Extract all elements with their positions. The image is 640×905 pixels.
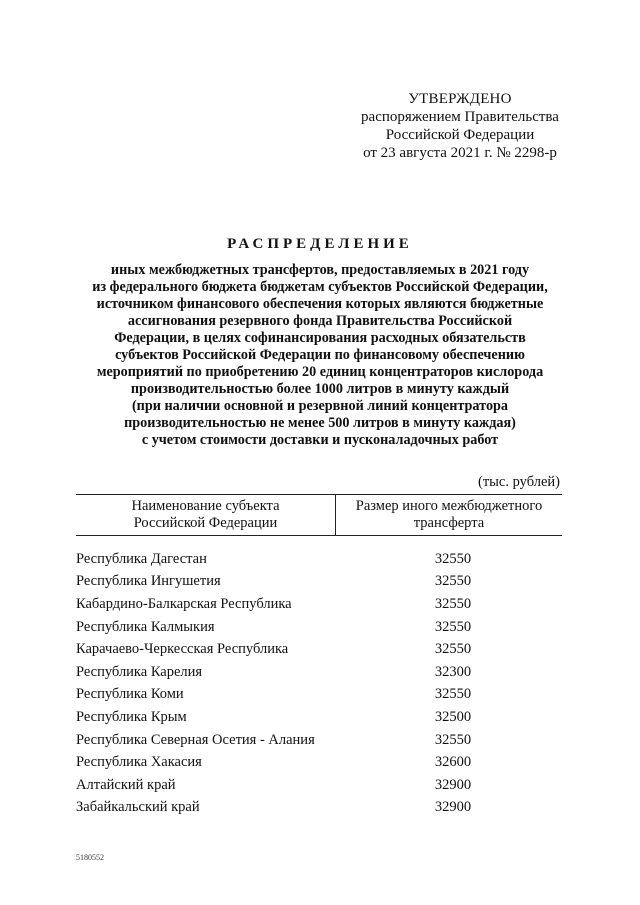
region-name: Республика Дагестан [76,550,207,567]
approval-block [340,90,580,162]
units-label: (тыс. рублей) [478,474,560,490]
transfer-amount: 32900 [434,776,472,793]
region-name: Республика Северная Осетия - Алания [76,731,315,748]
header-subject-line1: Наименование субъекта [131,498,280,514]
table-row [76,638,562,661]
subtitle-line: Федерации, в целях софинансирования расходных обязательств [114,330,526,346]
subtitle-line: мероприятий по приобретению 20 единиц концентраторов кислорода [96,364,544,380]
transfer-amount: 32300 [434,663,472,680]
subtitle-line: ассигнования резервного фонда Правительства Российской [127,313,513,329]
transfer-amount: 32550 [434,731,472,748]
distribution-table [76,494,562,819]
region-name: Республика Карелия [76,663,203,680]
header-subject-line2: Российской Федерации [133,515,278,531]
table-row [76,571,562,594]
region-name: Республика Калмыкия [76,618,215,635]
subtitle-line: (при наличии основной и резервной линий концентратора [131,398,509,414]
table-row [76,774,562,797]
approval-line-date: от 23 августа 2021 г. № 2298-р [363,145,557,161]
subtitle-line: субъектов Российской Федерации по финансовому обеспечению [115,347,525,363]
region-name: Карачаево-Черкесская Республика [76,641,289,658]
transfer-amount: 32600 [434,754,472,771]
subtitle-line: иных межбюджетных трансфертов, предоставляемых в 2021 году [110,262,530,278]
region-name: Кабардино-Балкарская Республика [76,595,292,612]
table-row [76,684,562,707]
header-subject-name [76,495,336,535]
table-row [76,661,562,684]
table-row [76,706,562,729]
region-name: Республика Коми [76,686,184,703]
header-amount-line1: Размер иного межбюджетного [355,498,543,514]
subtitle-line: производительностью не менее 500 литров в минуту каждая) [124,415,516,431]
transfer-amount: 32550 [434,550,472,567]
approval-line-decree: распоряжением Правительства [361,109,559,125]
transfer-amount: 32550 [434,641,472,658]
table-row [76,797,562,820]
table-row [76,548,562,571]
approval-line-federation: Российской Федерации [385,127,535,143]
approval-heading: УТВЕРЖДЕНО [408,91,512,107]
subtitle-line: производительностью более 1000 литров в минуту каждый [130,381,510,397]
table-row [76,616,562,639]
transfer-amount: 32550 [434,686,472,703]
table-row [76,729,562,752]
header-transfer-amount [336,495,562,535]
document-title: РАСПРЕДЕЛЕНИЕ [227,236,413,252]
transfer-amount: 32550 [434,595,472,612]
table-header [76,494,562,536]
region-name: Республика Хакасия [76,754,202,771]
header-amount-line2: трансферта [413,515,485,531]
region-name: Республика Крым [76,708,187,725]
document-code: 5180552 [76,853,104,862]
subtitle-line: с учетом стоимости доставки и пусконаладочных работ [141,432,499,448]
transfer-amount: 32550 [434,618,472,635]
document-subtitle [60,262,580,449]
table-row [76,593,562,616]
subtitle-line: источником финансового обеспечения которых являются бюджетные [96,296,544,312]
transfer-amount: 32500 [434,708,472,725]
subtitle-line: из федерального бюджета бюджетам субъектов Российской Федерации, [92,279,548,295]
region-name: Забайкальский край [76,799,200,816]
region-name: Алтайский край [76,776,176,793]
table-row [76,751,562,774]
region-name: Республика Ингушетия [76,573,221,590]
transfer-amount: 32900 [434,799,472,816]
table-body [76,548,562,819]
transfer-amount: 32550 [434,573,472,590]
